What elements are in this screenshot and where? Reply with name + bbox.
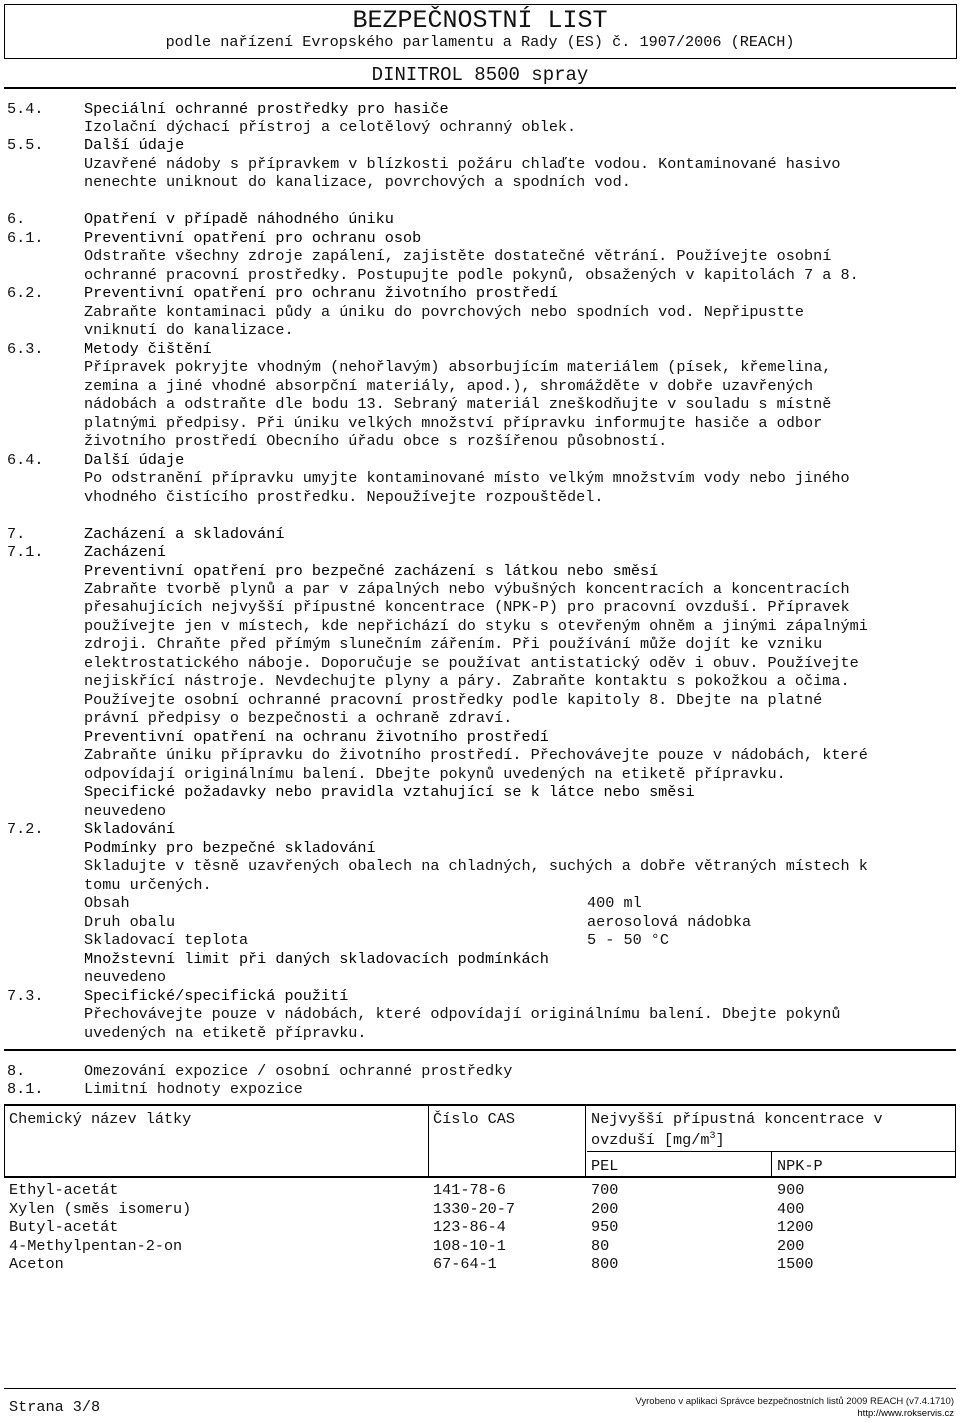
table-divider-1 (428, 1104, 429, 1177)
section-8-number: 8. (7, 1062, 26, 1080)
paragraph-line: vniknutí do kanalizace. (84, 321, 294, 340)
table-cell-name: Aceton (9, 1255, 64, 1273)
paragraph-line: neuvedeno (84, 801, 167, 820)
footer-credits (635, 1396, 954, 1420)
paragraph-line: zdroji. Chraňte před přímým slunečním zářením. Při používání může dojít ke vzniku (84, 635, 823, 654)
table-cell-npk: 1500 (777, 1255, 814, 1273)
section-8-1-title: Limitní hodnoty expozice (84, 1080, 303, 1098)
col-header-npk: NPK-P (777, 1157, 823, 1175)
section-heading: Zacházení (84, 543, 167, 562)
generator-note: Vyrobeno v aplikaci Správce bezpečnostních listů 2009 REACH (v7.4.1710) (635, 1396, 954, 1407)
paragraph-line: Po odstranění přípravku umyjte kontaminované místo velkým množstvím vody nebo jiného (84, 469, 850, 488)
section-heading: Specifické/specifická použití (84, 986, 349, 1005)
section-number: 5.5. (7, 136, 44, 155)
table-cell-pel: 800 (591, 1255, 619, 1273)
table-cell-name: Xylen (směs isomeru) (9, 1199, 192, 1218)
section-heading: Preventivní opatření pro bezpečné zacházení s látkou nebo směsí (84, 561, 659, 580)
table-cell-cas: 1330-20-7 (433, 1199, 516, 1218)
section-heading: Podmínky pro bezpečné skladování (84, 838, 376, 857)
paragraph-line: Přípravek pokryjte vhodným (nehořlavým) absorbujícím materiálem (písek, křemelina, (84, 358, 832, 377)
col-header-cas: Číslo CAS (433, 1110, 516, 1128)
section-heading: Preventivní opatření pro ochranu životního prostředí (84, 284, 558, 303)
col-header-concentration: Nejvyšší přípustná koncentrace v (591, 1110, 883, 1128)
section-heading: Preventivní opatření pro ochranu osob (84, 228, 422, 247)
product-name: DINITROL 8500 spray (371, 64, 589, 86)
section-number: 7.3. (7, 986, 44, 1005)
section-number: 5.4. (7, 99, 44, 118)
page-number: Strana 3/8 (9, 1398, 101, 1416)
table-cell-pel: 200 (591, 1199, 619, 1218)
paragraph-line: právní předpisy o bezpečnosti a ochraně zdraví. (84, 709, 513, 728)
section-heading: Speciální ochranné prostředky pro hasiče (84, 99, 449, 118)
property-value: 5 - 50 °C (587, 931, 670, 950)
table-cell-pel: 80 (591, 1236, 610, 1255)
table-subheader-rule (587, 1151, 955, 1152)
footer-link[interactable]: http://www.rokservis.cz (857, 1408, 954, 1419)
header-rule (4, 87, 956, 89)
table-cell-name: 4-Methylpentan-2-on (9, 1236, 183, 1255)
paragraph-line: nenechte uniknout do kanalizace, povrchových a spodních vod. (84, 173, 631, 192)
section-number: 6.3. (7, 339, 44, 358)
paragraph-line: zemina a jiné vhodné absorpční materiály, apod.), shromážděte v dobře uzavřených (84, 376, 814, 395)
paragraph-line: Druh obalu (84, 912, 176, 931)
paragraph-line: Obsah (84, 894, 130, 913)
table-top-rule (4, 1104, 956, 1106)
table-cell-npk: 1200 (777, 1218, 814, 1236)
paragraph-line: Uzavřené nádoby s přípravkem v blízkosti požáru chlaďte vodou. Kontaminované hasivo (84, 154, 841, 173)
paragraph-line: Zabraňte úniku přípravku do životního prostředí. Přechovávejte pouze v nádobách, které (84, 746, 868, 765)
paragraph-line: přesahujících nejvyšší přípustné koncentrace (NPK-P) pro pracovní ovzduší. Přípravek (84, 598, 850, 617)
section-heading: Další údaje (84, 136, 185, 155)
table-cell-cas: 141-78-6 (433, 1181, 506, 1199)
paragraph-line: vhodného čistícího prostředku. Nepoužívejte rozpouštědel. (84, 487, 604, 506)
table-border-right (955, 1104, 956, 1177)
paragraph-line: tomu určených. (84, 875, 212, 894)
paragraph-line: životního prostředí Obecního úřadu obce s rozšířenou působností. (84, 432, 668, 451)
section-heading: Specifické požadavky nebo pravidla vztahující se k látce nebo směsi (84, 783, 695, 802)
section-number: 6. (7, 210, 26, 229)
paragraph-line: uvedených na etiketě přípravku. (84, 1023, 367, 1042)
paragraph-line: neuvedeno (84, 968, 167, 987)
section-number: 7.1. (7, 543, 44, 562)
document-subtitle: podle nařízení Evropského parlamentu a Rady (ES) č. 1907/2006 (REACH) (165, 33, 795, 51)
paragraph-line: Používejte osobní ochranné pracovní prostředky podle kapitoly 8. Dbejte na platné (84, 690, 823, 709)
property-value: aerosolová nádobka (587, 912, 752, 931)
paragraph-line: Zabraňte tvorbě plynů a par v zápalných nebo výbušných koncentracích a koncentracích (84, 579, 850, 598)
table-cell-npk: 900 (777, 1181, 805, 1199)
table-cell-pel: 950 (591, 1218, 619, 1236)
table-cell-cas: 108-10-1 (433, 1236, 506, 1255)
paragraph-line: Zabraňte kontaminaci půdy a úniku do povrchových nebo spodních vod. Nepřipustte (84, 302, 805, 321)
table-cell-cas: 67-64-1 (433, 1255, 497, 1273)
section-number: 7. (7, 524, 26, 543)
table-cell-name: Butyl-acetát (9, 1218, 119, 1236)
paragraph-line: používejte jen v místech, kde nepřichází do styku s otevřeným ohněm a jinými zápalnými (84, 616, 868, 635)
table-cell-npk: 200 (777, 1236, 805, 1255)
paragraph-line: Skladovací teplota (84, 931, 249, 950)
section-heading: Metody čištění (84, 339, 212, 358)
table-cell-npk: 400 (777, 1199, 805, 1218)
section-number: 6.2. (7, 284, 44, 303)
paragraph-line: Přechovávejte pouze v nádobách, které odpovídají originálnímu balení. Dbejte pokynů (84, 1005, 841, 1024)
table-cell-pel: 700 (591, 1181, 619, 1199)
paragraph-line: Izolační dýchací přístroj a celotělový ochranný oblek. (84, 117, 577, 136)
footer-rule (4, 1388, 956, 1389)
table-divider-3 (771, 1152, 772, 1177)
table-cell-cas: 123-86-4 (433, 1218, 506, 1236)
table-divider-2 (585, 1104, 586, 1177)
section-heading: Další údaje (84, 450, 185, 469)
table-border-left (4, 1104, 5, 1177)
paragraph-line: elektrostatického náboje. Doporučuje se používat antistatický oděv i obuv. Používejte (84, 653, 859, 672)
paragraph-line: Odstraňte všechny zdroje zapálení, zajistěte dostatečné větrání. Používejte osobní (84, 247, 832, 266)
table-cell-name: Ethyl-acetát (9, 1181, 119, 1199)
section-heading: Preventivní opatření na ochranu životního prostředí (84, 727, 549, 746)
property-value: 400 ml (587, 894, 642, 913)
section-8-rule (4, 1049, 956, 1051)
paragraph-line: Skladujte v těsně uzavřených obalech na chladných, suchých a dobře větraných místech k (84, 857, 868, 876)
paragraph-line: nádobách a odstraňte dle bodu 13. Sebraný materiál zneškodňujte v souladu s místně (84, 395, 832, 414)
section-heading: Zacházení a skladování (84, 524, 285, 543)
table-header-rule (4, 1176, 956, 1178)
section-number: 7.2. (7, 820, 44, 839)
section-heading: Opatření v případě náhodného úniku (84, 210, 394, 229)
col-header-name: Chemický název látky (9, 1110, 192, 1128)
paragraph-line: nejiskřící nástroje. Nevdechujte plyny a páry. Zabraňte kontaktu s pokožkou a očima. (84, 672, 850, 691)
document-title: BEZPEČNOSTNÍ LIST (352, 6, 608, 35)
paragraph-line: ochranné pracovní prostředky. Postupujte podle pokynů, obsažených v kapitolách 7 a 8. (84, 265, 859, 284)
section-heading: Skladování (84, 820, 176, 839)
section-number: 6.1. (7, 228, 44, 247)
paragraph-line: odpovídají originálnímu balení. Dbejte pokynů uvedených na etiketě přípravku. (84, 764, 786, 783)
col-header-pel: PEL (591, 1157, 619, 1175)
section-8-1-number: 8.1. (7, 1080, 44, 1098)
section-heading: Množstevní limit při daných skladovacích podmínkách (84, 949, 549, 968)
col-header-concentration-unit: ovzduší $[mg/m^3]$ (591, 1131, 725, 1150)
section-8-title: Omezování expozice / osobní ochranné prostředky (84, 1062, 513, 1080)
section-number: 6.4. (7, 450, 44, 469)
paragraph-line: platnými předpisy. Při úniku velkých množství přípravku informujte hasiče a odbor (84, 413, 823, 432)
